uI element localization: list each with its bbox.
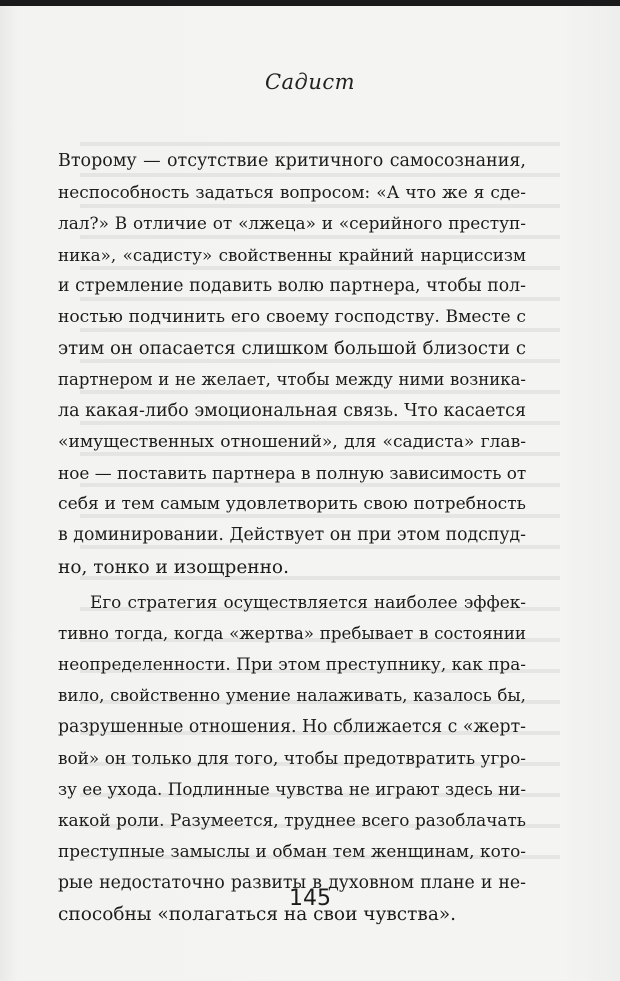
text-line: «имущественных отношений», для «садиста» глав- xyxy=(58,431,526,452)
text-line: но, тонко и изощренно. xyxy=(58,556,289,578)
text-line: партнером и не желает, чтобы между ними возника- xyxy=(58,370,526,390)
text-line: себя и тем самым удовлетворить свою потребность xyxy=(58,494,526,515)
text-line: ностью подчинить его своему господству. Вместе с xyxy=(58,307,526,328)
page-top-edge xyxy=(0,0,620,6)
paragraph-2 xyxy=(58,587,526,930)
running-head: Садист xyxy=(264,70,356,94)
text-line: в доминировании. Действует он при этом подспуд- xyxy=(58,525,526,546)
text-line: ное — поставить партнера в полную зависимость от xyxy=(58,463,527,484)
text-line: какой роли. Разумеется, труднее всего разоблачать xyxy=(58,810,526,831)
text-line: зу ее ухода. Подлинные чувства не играют здесь ни- xyxy=(58,779,526,800)
body-text xyxy=(58,146,526,930)
text-line: вой» он только для того, чтобы предотвратить угро- xyxy=(58,747,526,768)
text-line: Второму — отсутствие критичного самосознания, xyxy=(58,151,526,171)
text-line: ника», «садисту» свойственны крайний нарциссизм xyxy=(58,244,526,265)
text-line: вило, свойственно умение налаживать, казалось бы, xyxy=(58,685,526,706)
text-line: способны «полагаться на свои чувства». xyxy=(58,903,457,925)
text-line: Его стратегия осуществляется наиболее эффек- xyxy=(90,591,526,612)
text-line: неспособность задаться вопросом: «А что же я сде- xyxy=(58,182,526,203)
text-line: разрушенные отношения. Но сближается с «жерт- xyxy=(58,716,526,737)
text-line: ла какая-либо эмоциональная связь. Что касается xyxy=(58,400,526,421)
text-line: неопределенности. При этом преступнику, как пра- xyxy=(58,654,526,675)
text-line: этим он опасается слишком большой близости с xyxy=(58,338,526,360)
text-line: преступные замыслы и обман тем женщинам, кото- xyxy=(58,841,526,862)
text-line: лал?» В отличие от «лжеца» и «серийного преступ- xyxy=(58,213,526,234)
text-line: тивно тогда, когда «жертва» пребывает в состоянии xyxy=(58,623,526,644)
paragraph-1 xyxy=(58,146,526,583)
page-number: 145 xyxy=(289,886,331,911)
text-line: и стремление подавить волю партнера, чтобы пол- xyxy=(58,275,526,296)
text-line: рые недостаточно развиты в духовном плане и не- xyxy=(58,872,526,893)
